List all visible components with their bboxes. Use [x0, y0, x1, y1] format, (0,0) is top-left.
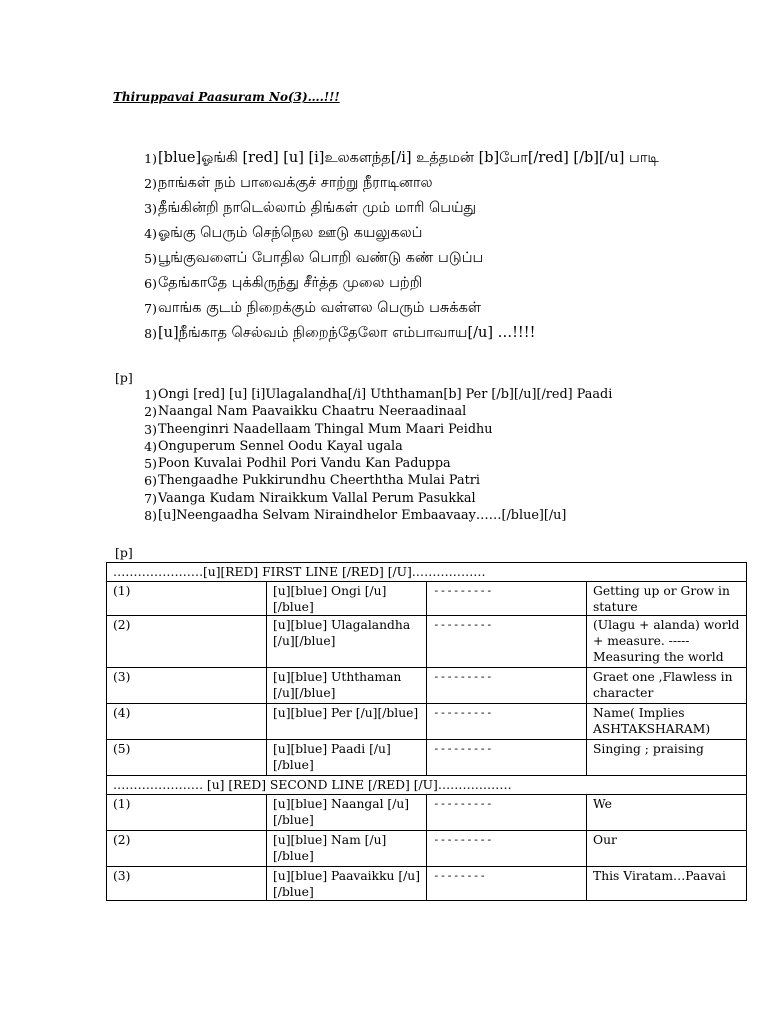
tamil-verse-line	[115, 296, 675, 321]
tamil-verse-line	[115, 221, 675, 246]
dash-cell: ---------	[427, 668, 587, 704]
dash-cell: --------	[427, 867, 587, 901]
table-row	[107, 740, 747, 776]
line-number: 7)	[144, 490, 157, 506]
dash-cell: ---------	[427, 795, 587, 831]
tamil-verse-list	[115, 146, 675, 346]
row-number: (2)	[107, 616, 267, 668]
transliteration-list	[115, 386, 675, 524]
transliteration-text: Poon Kuvalai Podhil Pori Vandu Kan Paduppa	[158, 456, 451, 472]
tamil-verse-line	[115, 171, 675, 196]
dash-cell: ---------	[427, 704, 587, 740]
table-row	[107, 582, 747, 616]
word-cell: [u][blue] Nam [/u][/blue]	[267, 831, 427, 867]
row-number: (3)	[107, 867, 267, 901]
word-cell: [u][blue] Paavaikku [/u][/blue]	[267, 867, 427, 901]
tamil-verse-text: வாங்க குடம் நிறைக்கும் வள்ளல பெரும் பசுக்கள்	[158, 300, 481, 316]
paragraph-marker: [p]	[115, 545, 133, 560]
line-number: 5)	[144, 251, 157, 266]
meaning-cell: (Ulagu + alanda) world + measure. -----Measuring the world	[587, 616, 747, 668]
line-number: 3)	[144, 421, 157, 437]
line-number: 3)	[144, 201, 157, 216]
word-meaning-table	[106, 562, 747, 901]
transliteration-line	[115, 507, 675, 524]
meaning-cell: Graet one ,Flawless in character	[587, 668, 747, 704]
transliteration-text: Ongi [red] [u] [i]Ulagalandha[/i] Uththaman[b] Per [/b][/u][/red] Paadi	[158, 387, 613, 402]
line-number: 1)	[144, 151, 157, 166]
word-cell: [u][blue] Paadi [/u][/blue]	[267, 740, 427, 776]
line-number: 7)	[144, 301, 157, 316]
table-row	[107, 704, 747, 740]
transliteration-line	[115, 421, 675, 438]
transliteration-line	[115, 386, 675, 403]
meaning-cell: Singing ; praising	[587, 740, 747, 776]
row-number: (1)	[107, 582, 267, 616]
word-cell: [u][blue] Per [/u][/blue]	[267, 704, 427, 740]
line-number: 1)	[144, 387, 157, 402]
document-title: Thiruppavai Paasuram No(3)….!!!	[113, 90, 340, 104]
line-number: 4)	[144, 438, 157, 454]
meaning-cell: We	[587, 795, 747, 831]
word-cell: [u][blue] Naangal [/u][/blue]	[267, 795, 427, 831]
row-number: (3)	[107, 668, 267, 704]
tamil-verse-text: பூங்குவளைப் போதில பொறி வண்டு கண் படுப்ப	[158, 250, 484, 266]
meaning-cell: Getting up or Grow in stature	[587, 582, 747, 616]
table-row	[107, 668, 747, 704]
transliteration-text: Theenginri Naadellaam Thingal Mum Maari Peidhu	[158, 421, 493, 437]
table-row	[107, 867, 747, 901]
word-cell: [u][blue] Ongi [/u][/blue]	[267, 582, 427, 616]
row-number: (1)	[107, 795, 267, 831]
dash-cell: ---------	[427, 740, 587, 776]
line-number: 4)	[144, 226, 157, 241]
tamil-verse-text: ஓங்கு பெரும் செந்நெல ஊடு கயலுகலப்	[158, 225, 423, 241]
table-row	[107, 616, 747, 668]
meaning-cell: Name( Implies ASHTAKSHARAM)	[587, 704, 747, 740]
word-cell: [u][blue] Uththaman [/u][/blue]	[267, 668, 427, 704]
table-row	[107, 795, 747, 831]
transliteration-line	[115, 403, 675, 420]
dash-cell: ---------	[427, 582, 587, 616]
second-line-heading: …………………. [u] [RED] SECOND LINE [/RED] [/U]………………	[107, 776, 747, 795]
meaning-cell: This Viratam…Paavai	[587, 867, 747, 901]
line-number: 2)	[144, 176, 157, 191]
dash-cell: ---------	[427, 616, 587, 668]
row-number: (4)	[107, 704, 267, 740]
tamil-verse-line	[115, 146, 675, 171]
tamil-verse-text: [u]நீங்காத செல்வம் நிறைந்தேலோ எம்பாவாய[/u] …!!!!	[158, 325, 536, 341]
transliteration-text: Onguperum Sennel Oodu Kayal ugala	[158, 438, 403, 454]
line-number: 5)	[144, 456, 157, 472]
transliteration-line	[115, 490, 675, 507]
tamil-verse-line	[115, 321, 675, 346]
row-number: (5)	[107, 740, 267, 776]
tamil-verse-text: நாங்கள் நம் பாவைக்குச் சாற்று நீராடினால	[158, 175, 433, 191]
transliteration-text: Thengaadhe Pukkirundhu Cheerththa Mulai Patri	[158, 473, 480, 489]
line-number: 6)	[144, 473, 157, 489]
tamil-verse-line	[115, 196, 675, 221]
section-heading-row	[107, 563, 747, 582]
tamil-verse-text: [blue]ஓங்கி [red] [u] [i]உலகளந்த[/i] உத்தமன் [b]போ[/red] [/b][/u] பாடி	[158, 150, 659, 166]
tamil-verse-text: தேங்காதே புக்கிருந்து சீர்த்த முலை பற்றி	[158, 275, 423, 291]
tamil-verse-text: தீங்கின்றி நாடெல்லாம் திங்கள் மும் மாரி பெய்து	[158, 200, 477, 216]
transliteration-line	[115, 438, 675, 455]
line-number: 8)	[144, 326, 157, 341]
section-heading-row	[107, 776, 747, 795]
first-line-heading: ………………….[u][RED] FIRST LINE [/RED] [/U]………………	[107, 563, 747, 582]
row-number: (2)	[107, 831, 267, 867]
transliteration-line	[115, 455, 675, 472]
word-cell: [u][blue] Ulagalandha [/u][/blue]	[267, 616, 427, 668]
line-number: 2)	[144, 404, 157, 420]
transliteration-text: [u]Neengaadha Selvam Niraindhelor Embaavaay……[/blue][/u]	[158, 508, 567, 524]
transliteration-text: Naangal Nam Paavaikku Chaatru Neeraadinaal	[158, 404, 467, 420]
tamil-verse-line	[115, 271, 675, 296]
transliteration-text: Vaanga Kudam Niraikkum Vallal Perum Pasukkal	[158, 490, 476, 506]
tamil-verse-line	[115, 246, 675, 271]
transliteration-line	[115, 472, 675, 489]
dash-cell: ---------	[427, 831, 587, 867]
line-number: 6)	[144, 276, 157, 291]
line-number: 8)	[144, 508, 157, 524]
paragraph-marker: [p]	[115, 370, 133, 385]
meaning-cell: Our	[587, 831, 747, 867]
table-row	[107, 831, 747, 867]
